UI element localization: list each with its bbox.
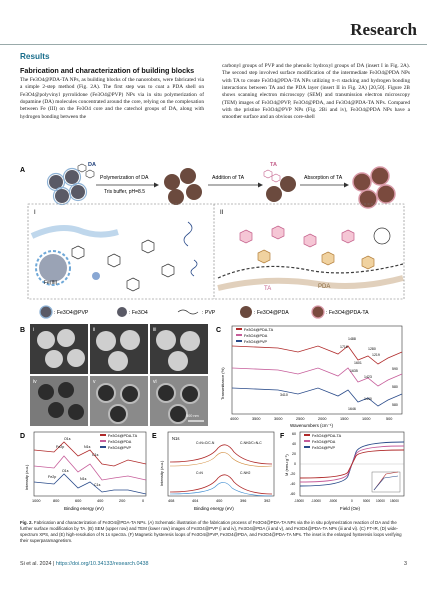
xps-ann-0: Fe2p <box>56 445 65 449</box>
ftir-legend-0: Fe3O4@PDA-TA <box>244 328 274 332</box>
pda-ta-nanoparticles-icon <box>353 167 395 208</box>
legend-item-pvp: : PVP <box>202 310 216 316</box>
ftir-ann-0: 1488 <box>348 337 356 341</box>
panel-a-label: A <box>20 167 26 174</box>
ftir-legend-swatch-1 <box>236 334 242 336</box>
legend-item-fe3o4: : Fe3O4 <box>129 310 148 316</box>
hyst-legend-2: Fe3O4@PVP <box>312 446 336 450</box>
tile-label-i: i <box>33 327 35 333</box>
n1s-fit-3 <box>170 475 272 494</box>
ta-tag-label: TA <box>264 286 272 292</box>
hyst-xtick-4: 5000 <box>363 499 371 503</box>
n1s-tick-0: 408 <box>168 499 175 503</box>
hyst-xtick-2: -5000 <box>329 499 338 503</box>
ftir-ann-11: 580 <box>392 403 398 407</box>
arrow-head-1-icon <box>154 183 159 188</box>
ftir-ann-4: 1601 <box>354 361 362 365</box>
xps-legend-swatch-1 <box>100 440 106 442</box>
n1s-fit-2 <box>170 452 272 466</box>
xps-ann-2: N1s <box>84 445 91 449</box>
ftir-series-pvp <box>232 388 402 406</box>
n1s-ann-0: C=N=C/C-N <box>196 441 215 445</box>
xps-wide-chart <box>24 432 146 511</box>
footer-citation <box>20 561 148 567</box>
xps-ann-4: Fe2p <box>48 475 57 479</box>
legend-item-pda: : Fe3O4@PDA <box>254 310 289 316</box>
ftir-ann-2: 1280 <box>368 347 376 351</box>
hyst-xtick-6: 15000 <box>390 499 399 503</box>
ftir-ann-9: 590 <box>392 367 398 371</box>
page-header <box>0 20 427 45</box>
ftir-tick-1: 3500 <box>252 417 261 421</box>
tile-label-iv: iv <box>33 379 37 385</box>
legend-item-pda-ta: : Fe3O4@PDA-TA <box>326 310 369 316</box>
hyst-ytick-4: -20 <box>290 472 296 476</box>
hyst-ytick-2: 20 <box>292 452 296 456</box>
hyst-ytick-3: 0 <box>294 462 296 466</box>
xps-n1s-chart <box>159 432 274 511</box>
xps-legend-swatch-2 <box>100 446 106 448</box>
step-3-label: Absorption of TA <box>304 175 343 181</box>
footer-authors: Si et al. 2024 | <box>20 561 55 567</box>
ftir-chart <box>220 326 402 428</box>
xps-tick-5: 0 <box>142 499 145 503</box>
hyst-xlabel: Field (Oe) <box>340 506 361 511</box>
ftir-tick-5: 1500 <box>340 417 349 421</box>
figure-caption <box>20 520 408 544</box>
tile-label-v: v <box>93 379 96 385</box>
tris-buffer-label: Tris buffer, pH=8.5 <box>104 189 145 195</box>
hysteresis-inset <box>372 472 400 492</box>
n1s-tick-4: 392 <box>264 499 271 503</box>
step-2-label: Addition of TA <box>212 175 245 181</box>
section-title: Results <box>20 52 50 61</box>
pda-nanoparticles-icon <box>164 168 202 205</box>
n1s-fit-1 <box>170 445 272 464</box>
ftir-ann-12: 1646 <box>348 407 356 411</box>
ftir-tick-2: 3000 <box>274 417 283 421</box>
hyst-legend-swatch-0 <box>304 434 310 436</box>
hyst-ylabel: M (emu g⁻¹) <box>284 454 289 476</box>
n1s-ann-2: C=N <box>196 471 203 475</box>
ftir-ann-3: 1219 <box>372 353 380 357</box>
figure-2-canvas <box>18 160 410 518</box>
xps-ann-3: C1s <box>92 453 99 457</box>
hyst-ytick-0: 60 <box>292 432 296 436</box>
hyst-xtick-0: -15000 <box>294 499 304 503</box>
arrow-head-3-icon <box>344 183 349 188</box>
hyst-xtick-5: 10000 <box>376 499 385 503</box>
n1s-fit-4 <box>170 482 272 496</box>
ftir-tick-3: 2500 <box>296 417 305 421</box>
hyst-ytick-1: 40 <box>292 442 296 446</box>
ta-molecule-icon <box>264 170 280 182</box>
hysteresis-chart <box>284 432 404 511</box>
n1s-xlabel: Binding energy (eV) <box>194 506 234 511</box>
xps-ann-1: O1s <box>64 437 71 441</box>
n1s-tick-1: 404 <box>192 499 199 503</box>
xps-legend-2: Fe3O4@PVP <box>108 446 132 450</box>
n1s-title: N1s <box>172 436 180 441</box>
n1s-tick-3: 396 <box>240 499 247 503</box>
ftir-legend-swatch-0 <box>236 328 242 330</box>
xps-tick-4: 200 <box>119 499 126 503</box>
ftir-ann-8: 3410 <box>280 393 288 397</box>
ftir-tick-0: 4000 <box>230 417 239 421</box>
ftir-tick-7: 500 <box>386 417 393 421</box>
subsection-title: Fabrication and characterization of building blocks <box>20 66 195 75</box>
ftir-xlabel: Wavenumbers (cm⁻¹) <box>290 423 333 428</box>
xps-tick-3: 400 <box>97 499 104 503</box>
xps-tick-1: 800 <box>53 499 60 503</box>
ftir-tick-4: 2000 <box>318 417 327 421</box>
sem-tile-i <box>30 324 88 374</box>
ftir-ann-10: 580 <box>392 385 398 389</box>
insert-1-label: I <box>34 210 36 216</box>
n1s-ylabel: Intensity (a.u.) <box>159 460 164 486</box>
xps-legend-0: Fe3O4@PDA-TA <box>108 434 138 438</box>
xps-tick-2: 600 <box>75 499 82 503</box>
tile-label-iii: iii <box>153 327 157 333</box>
panel-e-label: E <box>152 433 157 440</box>
panel-d-label: D <box>20 433 26 440</box>
legend-item-pvp-np: : Fe3O4@PVP <box>54 310 89 316</box>
hyst-xtick-1: -10000 <box>311 499 321 503</box>
ftir-tick-6: 1000 <box>362 417 371 421</box>
fe3-label: Fe(III) <box>44 280 58 286</box>
ta-label: TA <box>270 162 277 168</box>
hyst-legend-swatch-1 <box>304 440 310 442</box>
ftir-ann-6: 1423 <box>364 375 372 379</box>
ftir-legend-swatch-2 <box>236 340 242 342</box>
xps-ann-6: N1s <box>80 477 87 481</box>
body-column-right <box>222 63 410 122</box>
hyst-ytick-6: -60 <box>290 492 296 496</box>
n1s-ann-3: C-NH2 <box>240 471 251 475</box>
ftir-ylabel: Transmittance (%) <box>220 367 225 400</box>
hyst-legend-1: Fe3O4@PDA <box>312 440 336 444</box>
doi-link[interactable]: https://doi.org/10.34133/research.0438 <box>55 561 149 567</box>
figure-2 <box>18 160 410 518</box>
panel-a-legend <box>40 306 369 318</box>
ftir-legend-2: Fe3O4@PVP <box>244 340 268 344</box>
ftir-series-pda <box>232 368 402 386</box>
panel-b-label: B <box>20 327 26 334</box>
xps-ann-7: C1s <box>94 483 101 487</box>
panel-f-label: F <box>280 433 285 440</box>
sem-tem-grid <box>30 324 208 426</box>
panel-c-label: C <box>216 327 222 334</box>
hyst-legend-0: Fe3O4@PDA-TA <box>312 434 342 438</box>
xps-tick-0: 1000 <box>32 499 41 503</box>
tile-label-vi: vi <box>153 379 157 385</box>
hyst-ytick-5: -40 <box>290 482 296 486</box>
ftir-ann-7: 1440 <box>364 397 372 401</box>
ftir-legend-1: Fe3O4@PDA <box>244 334 268 338</box>
n1s-ann-1: C-NH2/C=N-C <box>240 441 262 445</box>
journal-name: Research <box>350 20 417 39</box>
ftir-ann-5: 1635 <box>350 369 358 373</box>
ftir-ann-1: 1716 <box>340 345 348 349</box>
xps-legend-swatch-0 <box>100 434 106 436</box>
n1s-tick-2: 400 <box>216 499 223 503</box>
pda-with-ta-icon <box>266 176 296 202</box>
caption-text: Fabrication and characterization of Fe3O4@PDA-TA NPs. (A) Schematic illustration of the fabrication process of Fe3O4@PDA-TA NPs via the in situ polymerization reaction of DA and the further surface modification by TA. (B) SEM (upper row) and TEM (lower row) images of Fe3O4@PVP (i and iv), Fe3O4@PDA (ii and v), and Fe3O4@PDA-TA NPs (iii and vi). (C) FT-IR, (D) wide-spectrum XPS, and (E) high-resolution of N 1s spectra. (F) Magnetic hysteresis loops of Fe3O4@PVP, Fe3O4@PDA, and Fe3O4@PDA-TA NPs. The inset is the enlarged hysteresis loops verifying their superparamagnetism. <box>20 520 402 543</box>
pda-tag-label: PDA <box>318 284 331 290</box>
tile-label-ii: ii <box>93 327 96 333</box>
xps-xlabel: Binding energy (eV) <box>64 506 104 511</box>
legend-fe3o4-icon <box>117 307 127 317</box>
hyst-legend-swatch-2 <box>304 446 310 448</box>
pvp-nanoparticles-icon <box>48 169 87 205</box>
step-1-label: Polymerization of DA <box>100 175 149 181</box>
arrow-head-2-icon <box>258 183 263 188</box>
da-label: DA <box>88 162 96 168</box>
legend-pda-ta-icon <box>312 306 324 318</box>
xps-legend-1: Fe3O4@PDA <box>108 440 132 444</box>
scale-bar-label: 500 nm <box>186 414 199 418</box>
legend-pvp-np-icon <box>40 306 52 318</box>
body-paragraph-right: carbonyl groups of PVP and the phenolic hydroxyl groups of DA (insert I in Fig. 2A). The second step involved surface modification of the intermediate Fe3O4@PDA NPs with TA to create Fe3O4@PDA-TA NPs utilizing π–π stacking and hydrogen bonding interactions between TA and the PDA layer (insert II in Fig. 2A) [20,50]. Figure 2B shows scanning electron microscopy (SEM) and transmission electron microscopy (TEM) images of Fe3O4@PVP, Fe3O4@PDA, and Fe3O4@PDA-TA NPs. Compared with the pristine Fe3O4@PVP NPs (Fig. 2Bi and iv), Fe3O4@PDA NPs have a smoother surface and an obvious core-shell <box>222 63 410 121</box>
xps-ylabel: Intensity (a.u.) <box>24 464 29 490</box>
legend-pvp-icon <box>178 310 198 314</box>
body-column-left <box>20 77 204 121</box>
page-number: 3 <box>404 561 407 567</box>
hyst-xtick-3: 0 <box>351 499 353 503</box>
xps-ann-5: O1s <box>62 469 69 473</box>
caption-lead: Fig. 2. <box>20 520 33 525</box>
body-paragraph-left: The Fe3O4@PDA-TA NPs, as building blocks of the nanorobots, were fabricated via a simple 2-step method (Fig. 2A). The first step was to coat a PDA shell on Fe3O4@polyvinyl pyrrolidone (Fe3O4@PVP) NPs via in situ polymerization of dopamine (DA) molecules concentrated around the core, relying on the complexation between Fe (III) on the Fe3O4 core and the catechol groups of DA, along with hydrogen bonding between the <box>20 77 204 120</box>
legend-pda-icon <box>240 306 252 318</box>
insert-2-label: II <box>220 210 224 216</box>
insert-2-chemistry-icon <box>218 226 403 288</box>
